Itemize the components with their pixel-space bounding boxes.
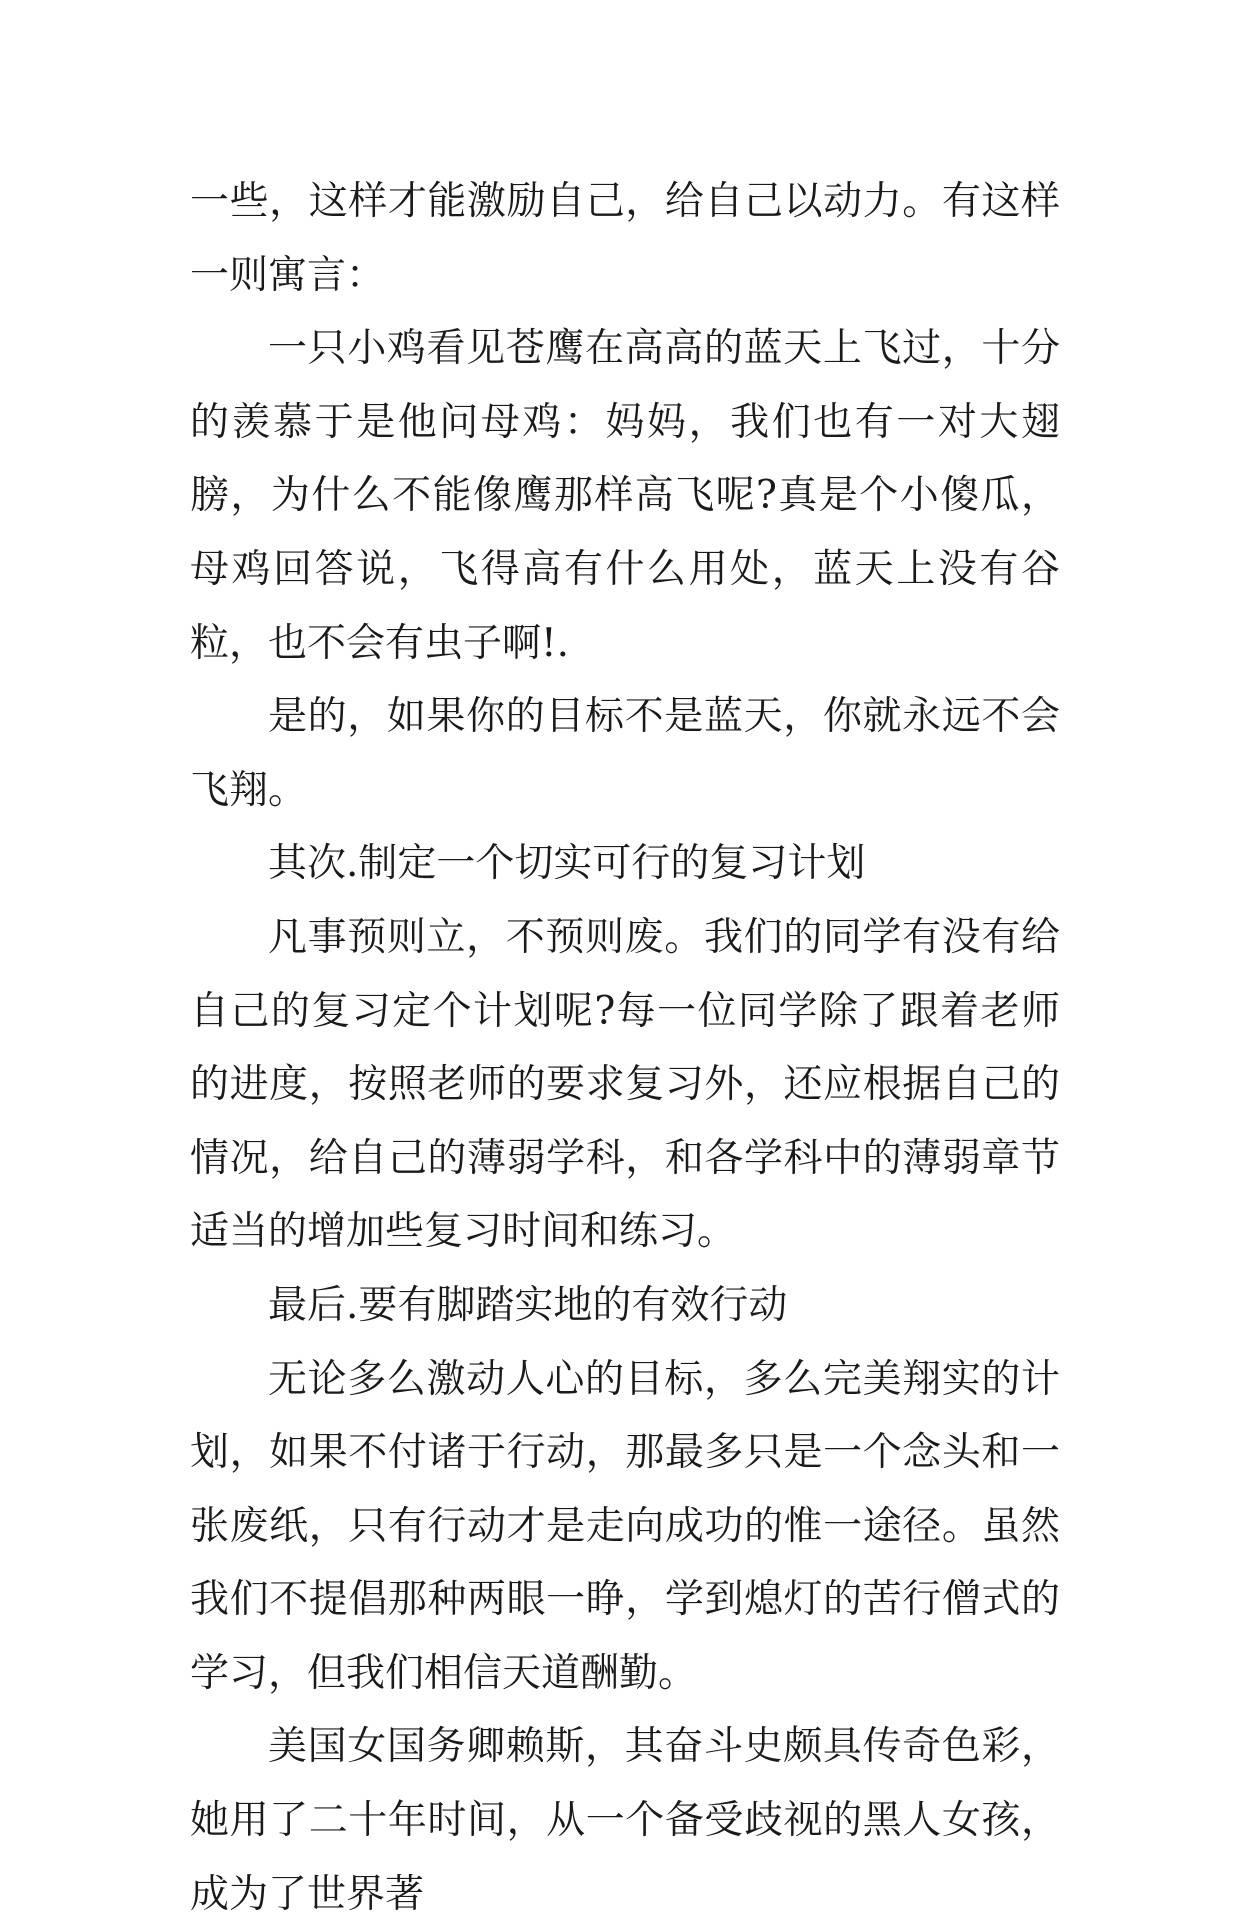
- paragraph: 无论多么激动人心的目标，多么完美翔实的计划，如果不付诸于行动，那最多只是一个念头和一张废纸，只有行动才是走向成功的惟一途径。虽然我们不提倡那种两眼一睁，学到熄灯的苦行僧式的学习，但我们相信天道酬勤。: [190, 1356, 1060, 1696]
- paragraph: 凡事预则立，不预则废。我们的同学有没有给自己的复习定个计划呢?每一位同学除了跟着老师的进度，按照老师的要求复习外，还应根据自己的情况，给自己的薄弱学科，和各学科中的薄弱章节适当的增加些复习时间和练习。: [190, 914, 1060, 1255]
- section-heading: 其次.制定一个切实可行的复习计划: [268, 841, 866, 887]
- paragraph: 美国女国务卿赖斯，其奋斗史颇具传奇色彩，她用了二十年时间，从一个备受歧视的黑人女孩，成为了世界著: [190, 1724, 1060, 1917]
- paragraph: 是的，如果你的目标不是蓝天，你就永远不会飞翔。: [190, 694, 1060, 813]
- paragraph: 一些，这样才能激励自己，给自己以动力。有这样一则寓言：: [190, 179, 1060, 298]
- paragraph: 一只小鸡看见苍鹰在高高的蓝天上飞过，十分的羡慕于是他问母鸡：妈妈，我们也有一对大翅膀，为什么不能像鹰那样高飞呢?真是个小傻瓜，母鸡回答说，飞得高有什么用处，蓝天上没有谷粒，也不会有虫子啊!.: [190, 326, 1060, 666]
- section-heading: 最后.要有脚踏实地的有效行动: [268, 1282, 788, 1328]
- document-body: [190, 165, 1060, 1931]
